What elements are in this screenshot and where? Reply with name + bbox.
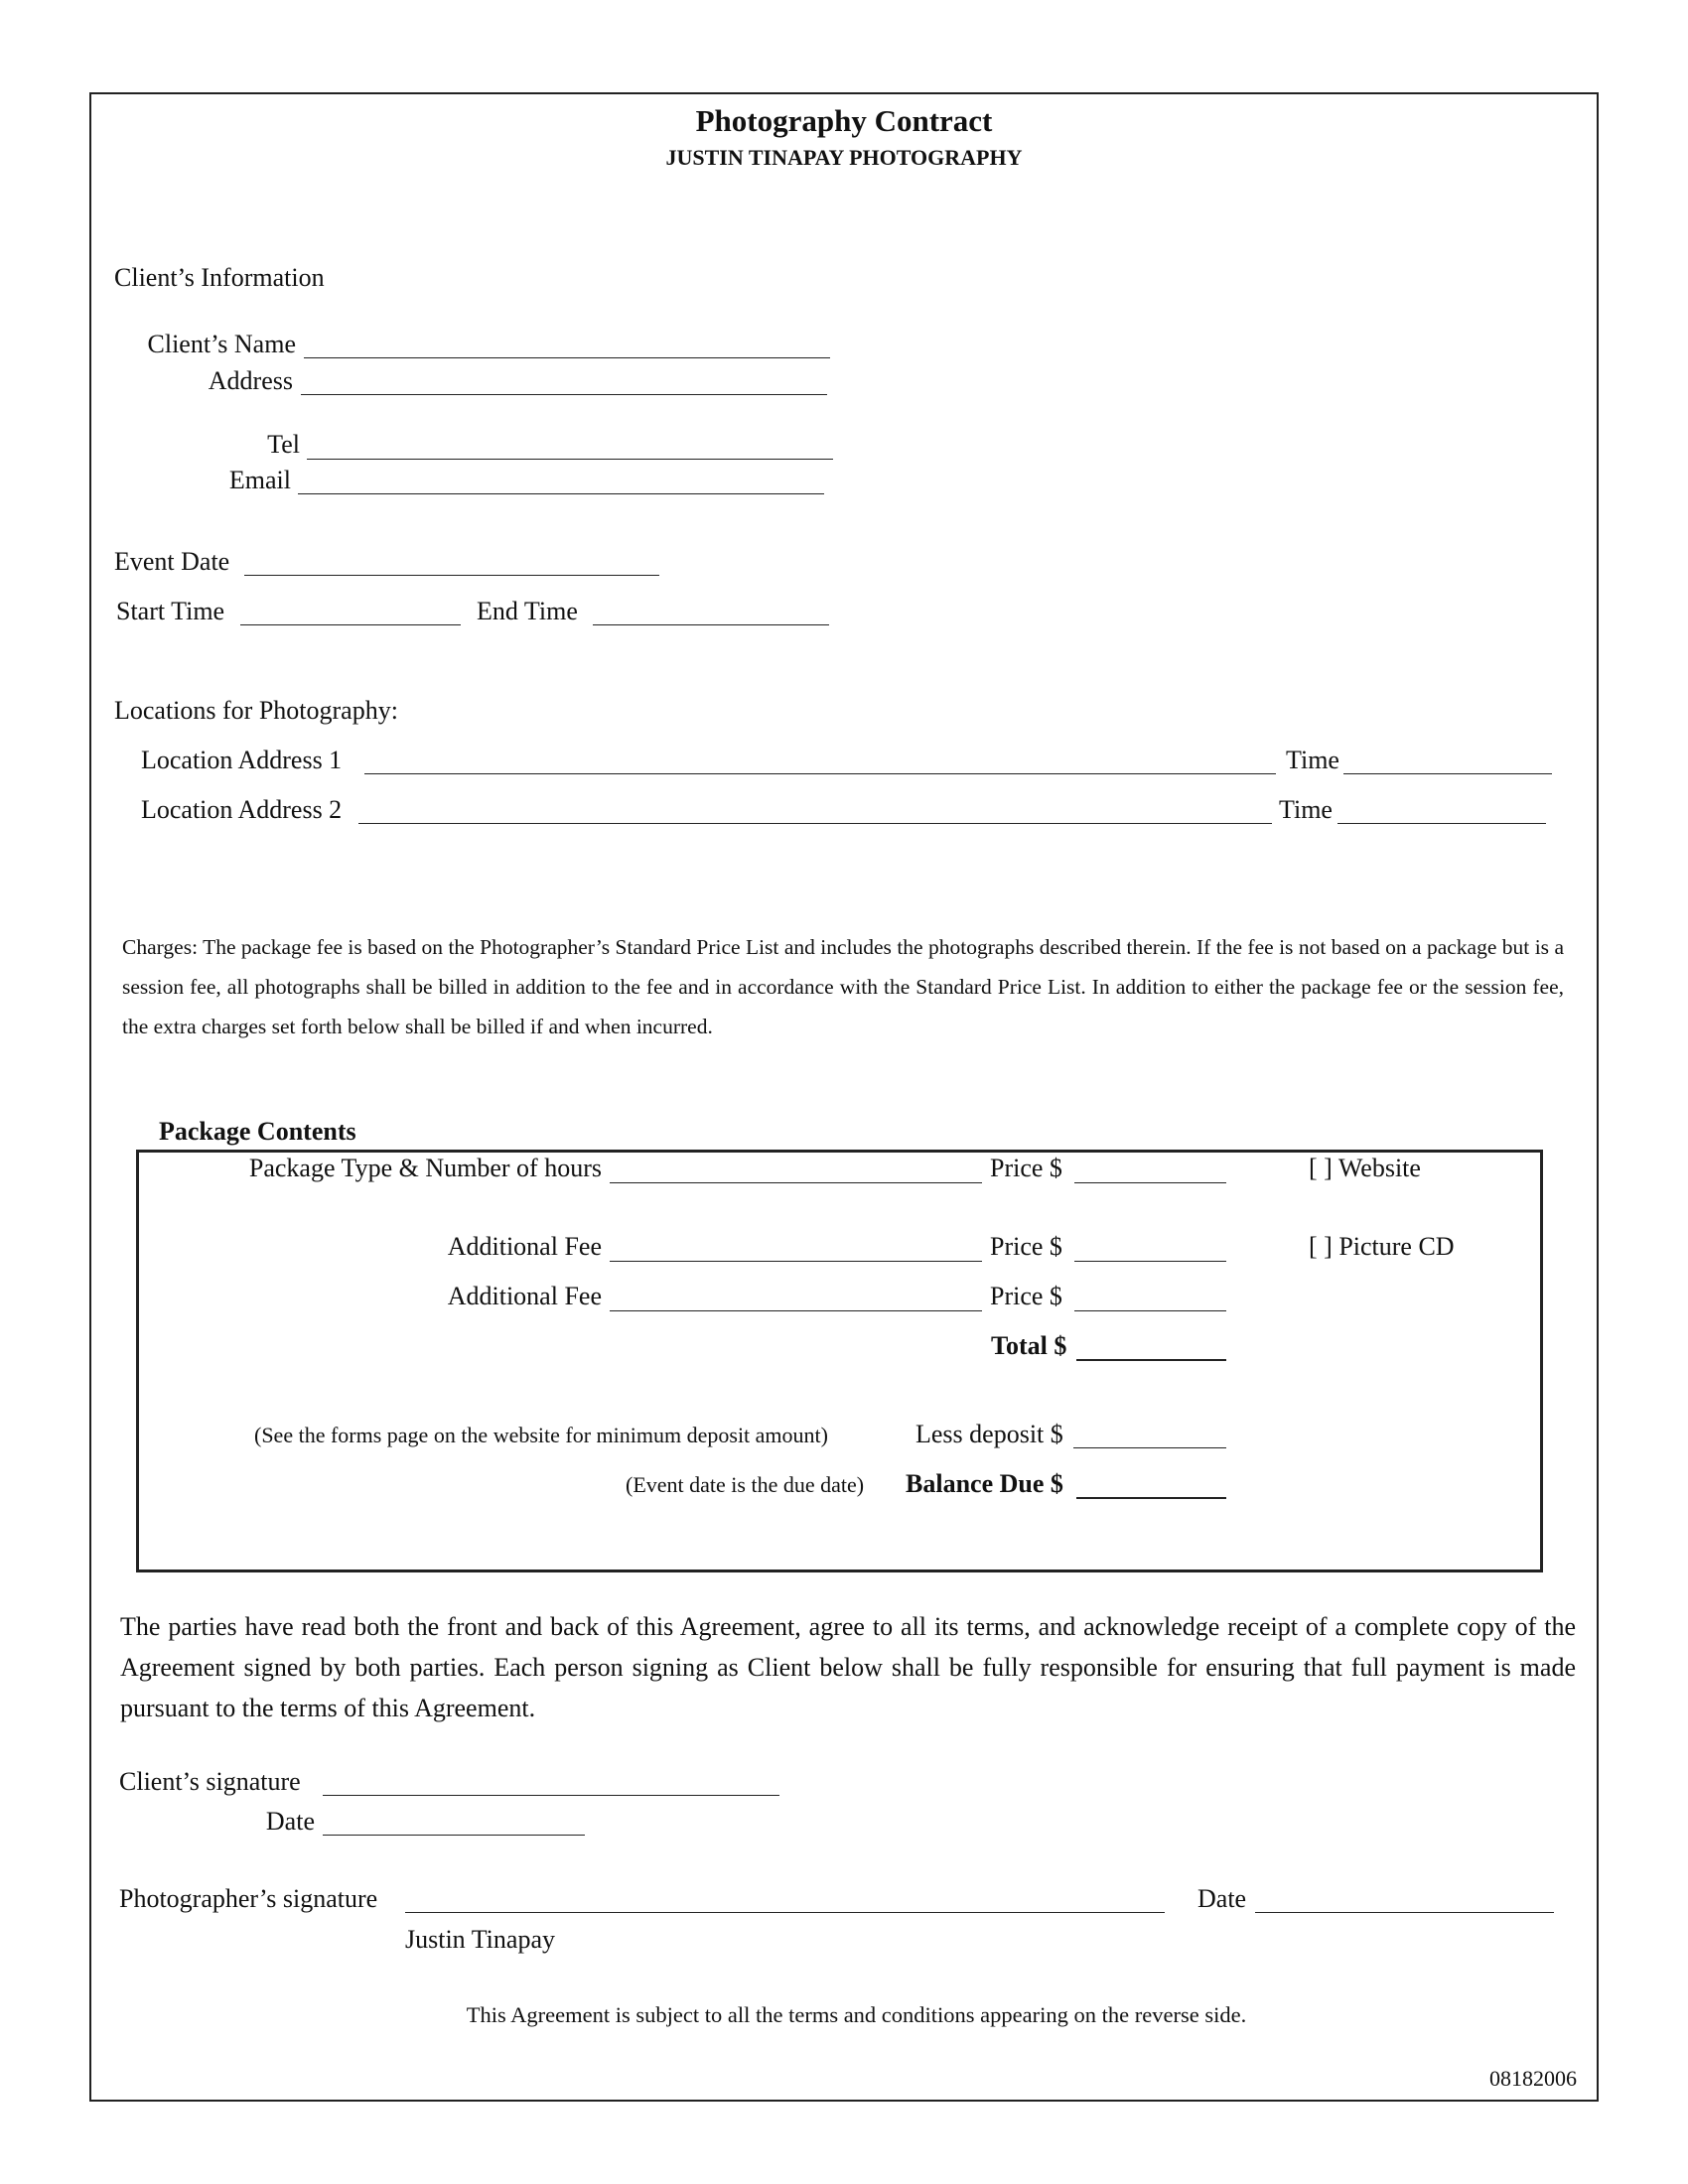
location-2-time-label: Time — [1279, 795, 1333, 824]
client-date-label: Date — [265, 1807, 315, 1836]
package-contents-heading: Package Contents — [159, 1117, 356, 1146]
email-label: Email — [228, 466, 291, 494]
address-label: Address — [208, 366, 293, 395]
deposit-note: (See the forms page on the website for minimum deposit amount) — [254, 1423, 828, 1447]
location-address-1-field[interactable] — [364, 773, 1276, 774]
total-label: Total $ — [991, 1331, 1067, 1360]
agreement-paragraph: The parties have read both the front and back of this Agreement, agree to all its terms, and acknowledge receipt of a complete copy of the Agreement signed by both parties. Each person signing as Client below shall be fully responsible for ensuring that full payment is made pursuant to the terms of this Agreement. — [120, 1612, 1576, 1722]
additional-fee-2-label: Additional Fee — [447, 1282, 602, 1310]
start-time-field[interactable] — [240, 624, 461, 625]
additional-fee-2-price-field[interactable] — [1074, 1310, 1226, 1311]
photographer-name: Justin Tinapay — [405, 1925, 555, 1954]
package-box — [136, 1150, 1543, 1572]
picture-cd-checkbox[interactable]: [ ] Picture CD — [1309, 1232, 1455, 1261]
end-time-label: End Time — [477, 597, 578, 625]
client-date-field[interactable] — [323, 1835, 585, 1836]
deposit-field[interactable] — [1073, 1447, 1226, 1448]
total-field[interactable] — [1076, 1359, 1226, 1361]
balance-due-field[interactable] — [1076, 1497, 1226, 1499]
additional-fee-1-label: Additional Fee — [447, 1232, 602, 1261]
photographer-signature-label: Photographer’s signature — [119, 1884, 378, 1913]
client-signature-label: Client’s signature — [119, 1767, 301, 1796]
additional-fee-1-price-label: Price $ — [990, 1232, 1062, 1261]
client-info-heading: Client’s Information — [114, 263, 325, 292]
client-signature-field[interactable] — [323, 1795, 779, 1796]
start-time-label: Start Time — [116, 597, 225, 625]
client-name-label: Client’s Name — [147, 330, 296, 358]
location-address-2-field[interactable] — [358, 823, 1272, 824]
locations-heading: Locations for Photography: — [114, 696, 398, 725]
event-date-label: Event Date — [114, 547, 230, 576]
tel-label: Tel — [267, 430, 300, 459]
balance-note: (Event date is the due date) — [626, 1472, 865, 1497]
package-price-field[interactable] — [1074, 1182, 1226, 1183]
client-name-field[interactable] — [304, 357, 830, 358]
location-2-time-field[interactable] — [1337, 823, 1546, 824]
location-address-1-label: Location Address 1 — [141, 746, 343, 774]
photographer-date-field[interactable] — [1255, 1912, 1554, 1913]
address-field[interactable] — [301, 394, 827, 395]
event-date-field[interactable] — [244, 575, 659, 576]
footer-note: This Agreement is subject to all the terms and conditions appearing on the reverse side. — [466, 2002, 1247, 2027]
package-type-label: Package Type & Number of hours — [248, 1154, 602, 1182]
company-name: JUSTIN TINAPAY PHOTOGRAPHY — [665, 145, 1023, 170]
location-address-2-label: Location Address 2 — [141, 795, 343, 824]
additional-fee-1-price-field[interactable] — [1074, 1261, 1226, 1262]
form-code: 08182006 — [1489, 2066, 1577, 2091]
document-title: Photography Contract — [695, 103, 993, 138]
additional-fee-1-field[interactable] — [610, 1261, 982, 1262]
tel-field[interactable] — [307, 459, 833, 460]
end-time-field[interactable] — [593, 624, 829, 625]
package-type-field[interactable] — [610, 1182, 982, 1183]
photographer-date-label: Date — [1197, 1884, 1247, 1913]
location-1-time-field[interactable] — [1343, 773, 1552, 774]
location-1-time-label: Time — [1286, 746, 1339, 774]
website-checkbox[interactable]: [ ] Website — [1309, 1154, 1421, 1182]
deposit-label: Less deposit $ — [915, 1420, 1063, 1448]
balance-due-label: Balance Due $ — [906, 1469, 1063, 1498]
charges-paragraph: Charges: The package fee is based on the Photographer’s Standard Price List and includes the photographs described therein. If the fee is not based on a package but is a session fee, all photographs shall be billed in addition to the fee and in accordance with the Standard Price List. In addition to either the package fee or the session fee, the extra charges set forth below shall be billed if and when incurred. — [122, 935, 1564, 1038]
additional-fee-2-price-label: Price $ — [990, 1282, 1062, 1310]
photographer-signature-field[interactable] — [405, 1912, 1165, 1913]
additional-fee-2-field[interactable] — [610, 1310, 982, 1311]
package-price-label: Price $ — [990, 1154, 1062, 1182]
email-field[interactable] — [298, 493, 824, 494]
